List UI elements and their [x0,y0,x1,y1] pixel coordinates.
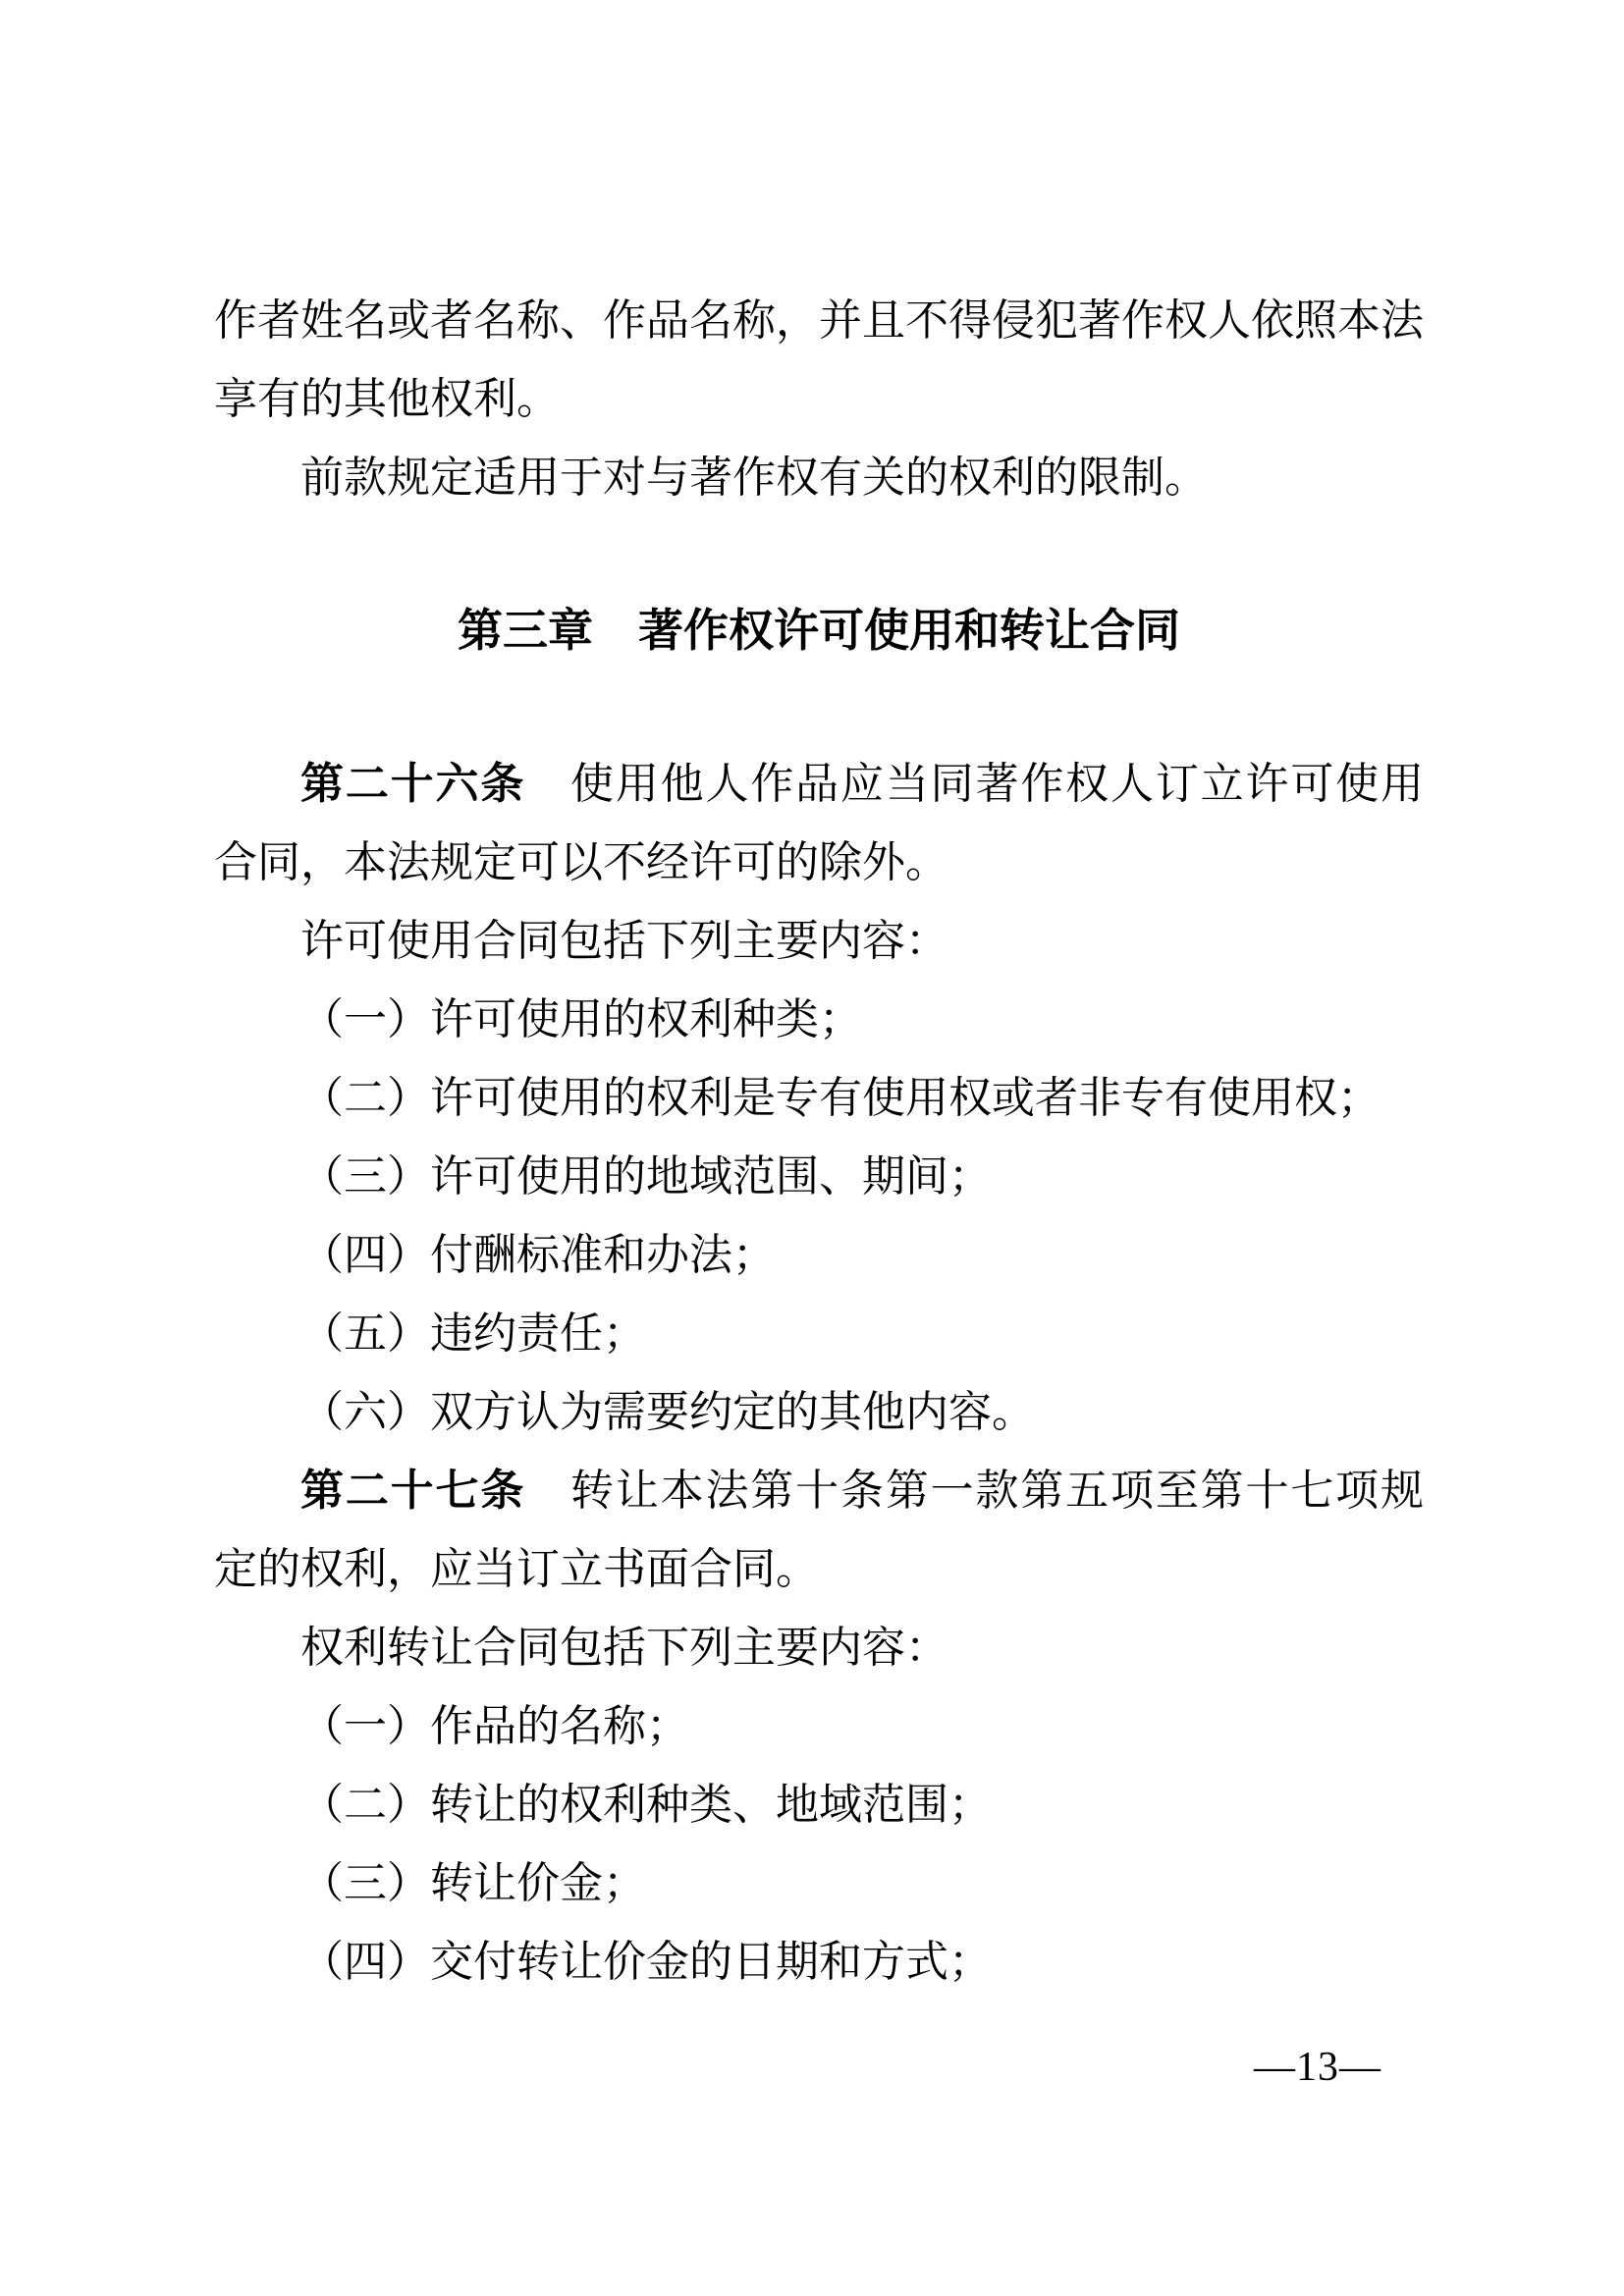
paragraph-line: 权利转让合同包括下列主要内容： [300,1624,948,1672]
transfer-contract-item-2: （二）转让的权利种类、地域范围； [300,1781,992,1829]
page-number: —13— [1254,2045,1381,2090]
transfer-contract-item-3: （三）转让价金； [300,1859,646,1907]
article-27-text: 转让本法第十条第一款第五项至第十七项规 [525,1467,1425,1515]
paragraph-line: 定的权利，应当订立书面合同。 [214,1545,819,1593]
paragraph-line: 合同，本法规定可以不经许可的除外。 [214,838,948,886]
paragraph-line: 前款规定适用于对与著作权有关的权利的限制。 [300,454,1208,502]
license-contract-item-6: （六）双方认为需要约定的其他内容。 [300,1388,1035,1436]
license-contract-item-5: （五）违约责任； [300,1309,646,1358]
transfer-contract-item-4: （四）交付转让价金的日期和方式； [300,1938,992,1986]
paragraph-line: 作者姓名或者名称、作品名称，并且不得侵犯著作权人依照本法 [214,296,1424,345]
article-27-opening-line [214,1452,1424,1530]
article-26-opening-line [214,745,1424,824]
article-27-number: 第二十七条 [300,1467,526,1515]
paragraph-line: 许可使用合同包括下列主要内容： [300,917,948,965]
paragraph-line: 享有的其他权利。 [214,375,560,423]
article-26-text: 使用他人作品应当同著作权人订立许可使用 [525,760,1425,808]
document-body [214,282,1424,2002]
license-contract-item-1: （一）许可使用的权利种类； [300,995,862,1043]
license-contract-item-3: （三）许可使用的地域范围、期间； [300,1152,992,1201]
article-26-number: 第二十六条 [300,760,526,808]
license-contract-item-4: （四）付酬标准和办法； [300,1231,776,1279]
chapter-heading: 第三章 著作权许可使用和转让合同 [458,606,1180,656]
transfer-contract-item-1: （一）作品的名称； [300,1702,689,1750]
license-contract-item-2: （二）许可使用的权利是专有使用权或者非专有使用权； [300,1074,1380,1122]
